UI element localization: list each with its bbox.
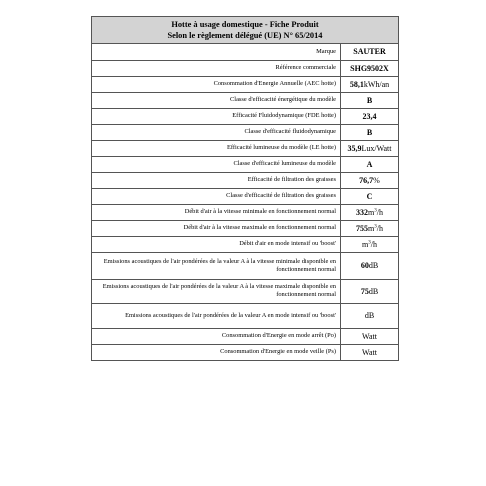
table-row (92, 44, 398, 60)
value-number: 755 (356, 223, 369, 233)
table-row (92, 252, 398, 279)
row-label: Référence commerciale (92, 60, 341, 76)
header-title: Hotte à usage domestique - Fiche Produit (171, 20, 319, 29)
value-number: 332 (356, 207, 369, 217)
row-value (341, 236, 399, 252)
table-row (92, 328, 398, 344)
value-number: 23,4 (362, 111, 377, 121)
row-label: Classe d'efficacité fluidodynamique (92, 124, 341, 140)
value-unit: dB (368, 261, 379, 270)
value-unit: kWh/an (363, 79, 390, 89)
table-row (92, 60, 398, 76)
row-label: Classe d'efficacité énergétique du modèle (92, 92, 341, 108)
value-number: 60 (360, 261, 369, 270)
table-row (92, 156, 398, 172)
row-label: Consommation d'Energie Annuelle (AEC hotte) (92, 76, 341, 92)
row-value (341, 328, 399, 344)
value-number: SHG9502X (350, 63, 389, 73)
table-row (92, 92, 398, 108)
value-unit: dB (364, 311, 375, 320)
value-number: B (366, 127, 373, 137)
table-row (92, 140, 398, 156)
row-label: Emissions acoustiques de l'air pondérées de la valeur A à la vitesse maximale disponible en fonctionnement normal (92, 279, 341, 303)
table-row (92, 204, 398, 220)
table-row (92, 344, 398, 360)
row-label: Consommation d'Energie en mode arrêt (Po) (92, 328, 341, 344)
value-number: 76,7 (359, 175, 374, 185)
row-value (341, 303, 399, 328)
value-number: 35,9 (347, 143, 362, 153)
row-label: Consommation d'Energie en mode veille (Ps) (92, 344, 341, 360)
table-row (92, 303, 398, 328)
row-value (341, 44, 399, 60)
value-unit: % (373, 175, 380, 185)
row-label: Classe d'efficacité de filtration des graisses (92, 188, 341, 204)
value-unit: Lux/Watt (361, 143, 392, 153)
value-number: SAUTER (353, 47, 386, 57)
row-value (341, 344, 399, 360)
row-value (341, 220, 399, 236)
table-row (92, 188, 398, 204)
row-label: Débit d'air à la vitesse maximale en fonctionnement normal (92, 220, 341, 236)
row-value (341, 124, 399, 140)
row-value (341, 279, 399, 303)
row-value (341, 204, 399, 220)
row-value (341, 76, 399, 92)
value-unit: $m^3/h$ (368, 223, 383, 233)
product-table (92, 44, 398, 360)
row-value (341, 156, 399, 172)
value-unit: Watt (362, 331, 377, 341)
table-row (92, 279, 398, 303)
row-label: Classe d'efficacité lumineuse du modèle (92, 156, 341, 172)
row-value (341, 92, 399, 108)
value-number: B (366, 95, 373, 105)
row-label: Marque (92, 44, 341, 60)
row-label: Emissions acoustiques de l'air pondérées de la valeur A en mode intensif ou 'boost' (92, 303, 341, 328)
row-label: Efficacité Fluidodynamique (FDE hotte) (92, 108, 341, 124)
row-value (341, 252, 399, 279)
value-unit: dB (368, 286, 379, 296)
row-label: Débit d'air à la vitesse minimale en fonctionnement normal (92, 204, 341, 220)
table-row (92, 236, 398, 252)
row-value (341, 108, 399, 124)
table-row (92, 108, 398, 124)
table-row (92, 172, 398, 188)
value-number: A (366, 159, 373, 169)
header-subtitle: Selon le règlement délégué (UE) N° 65/2014 (167, 31, 323, 40)
row-label: Efficacité de filtration des graisses (92, 172, 341, 188)
row-label: Débit d'air en mode intensif ou 'boost' (92, 236, 341, 252)
value-number: C (366, 191, 373, 201)
value-number: 75 (360, 286, 369, 296)
product-sheet (91, 16, 399, 361)
value-number: 58,1 (349, 79, 364, 89)
value-unit: Watt (362, 347, 377, 357)
table-row (92, 124, 398, 140)
sheet-header (92, 17, 398, 44)
row-value (341, 60, 399, 76)
row-value (341, 172, 399, 188)
row-value (341, 140, 399, 156)
row-label: Emissions acoustiques de l'air pondérées de la valeur A à la vitesse minimale disponible en fonctionnement normal (92, 252, 341, 279)
table-row (92, 220, 398, 236)
row-label: Efficacité lumineuse du modèle (LE hotte) (92, 140, 341, 156)
table-row (92, 76, 398, 92)
value-unit: $m^3/h$ (368, 207, 383, 217)
value-unit: $m^3/h$ (362, 239, 377, 249)
row-value (341, 188, 399, 204)
